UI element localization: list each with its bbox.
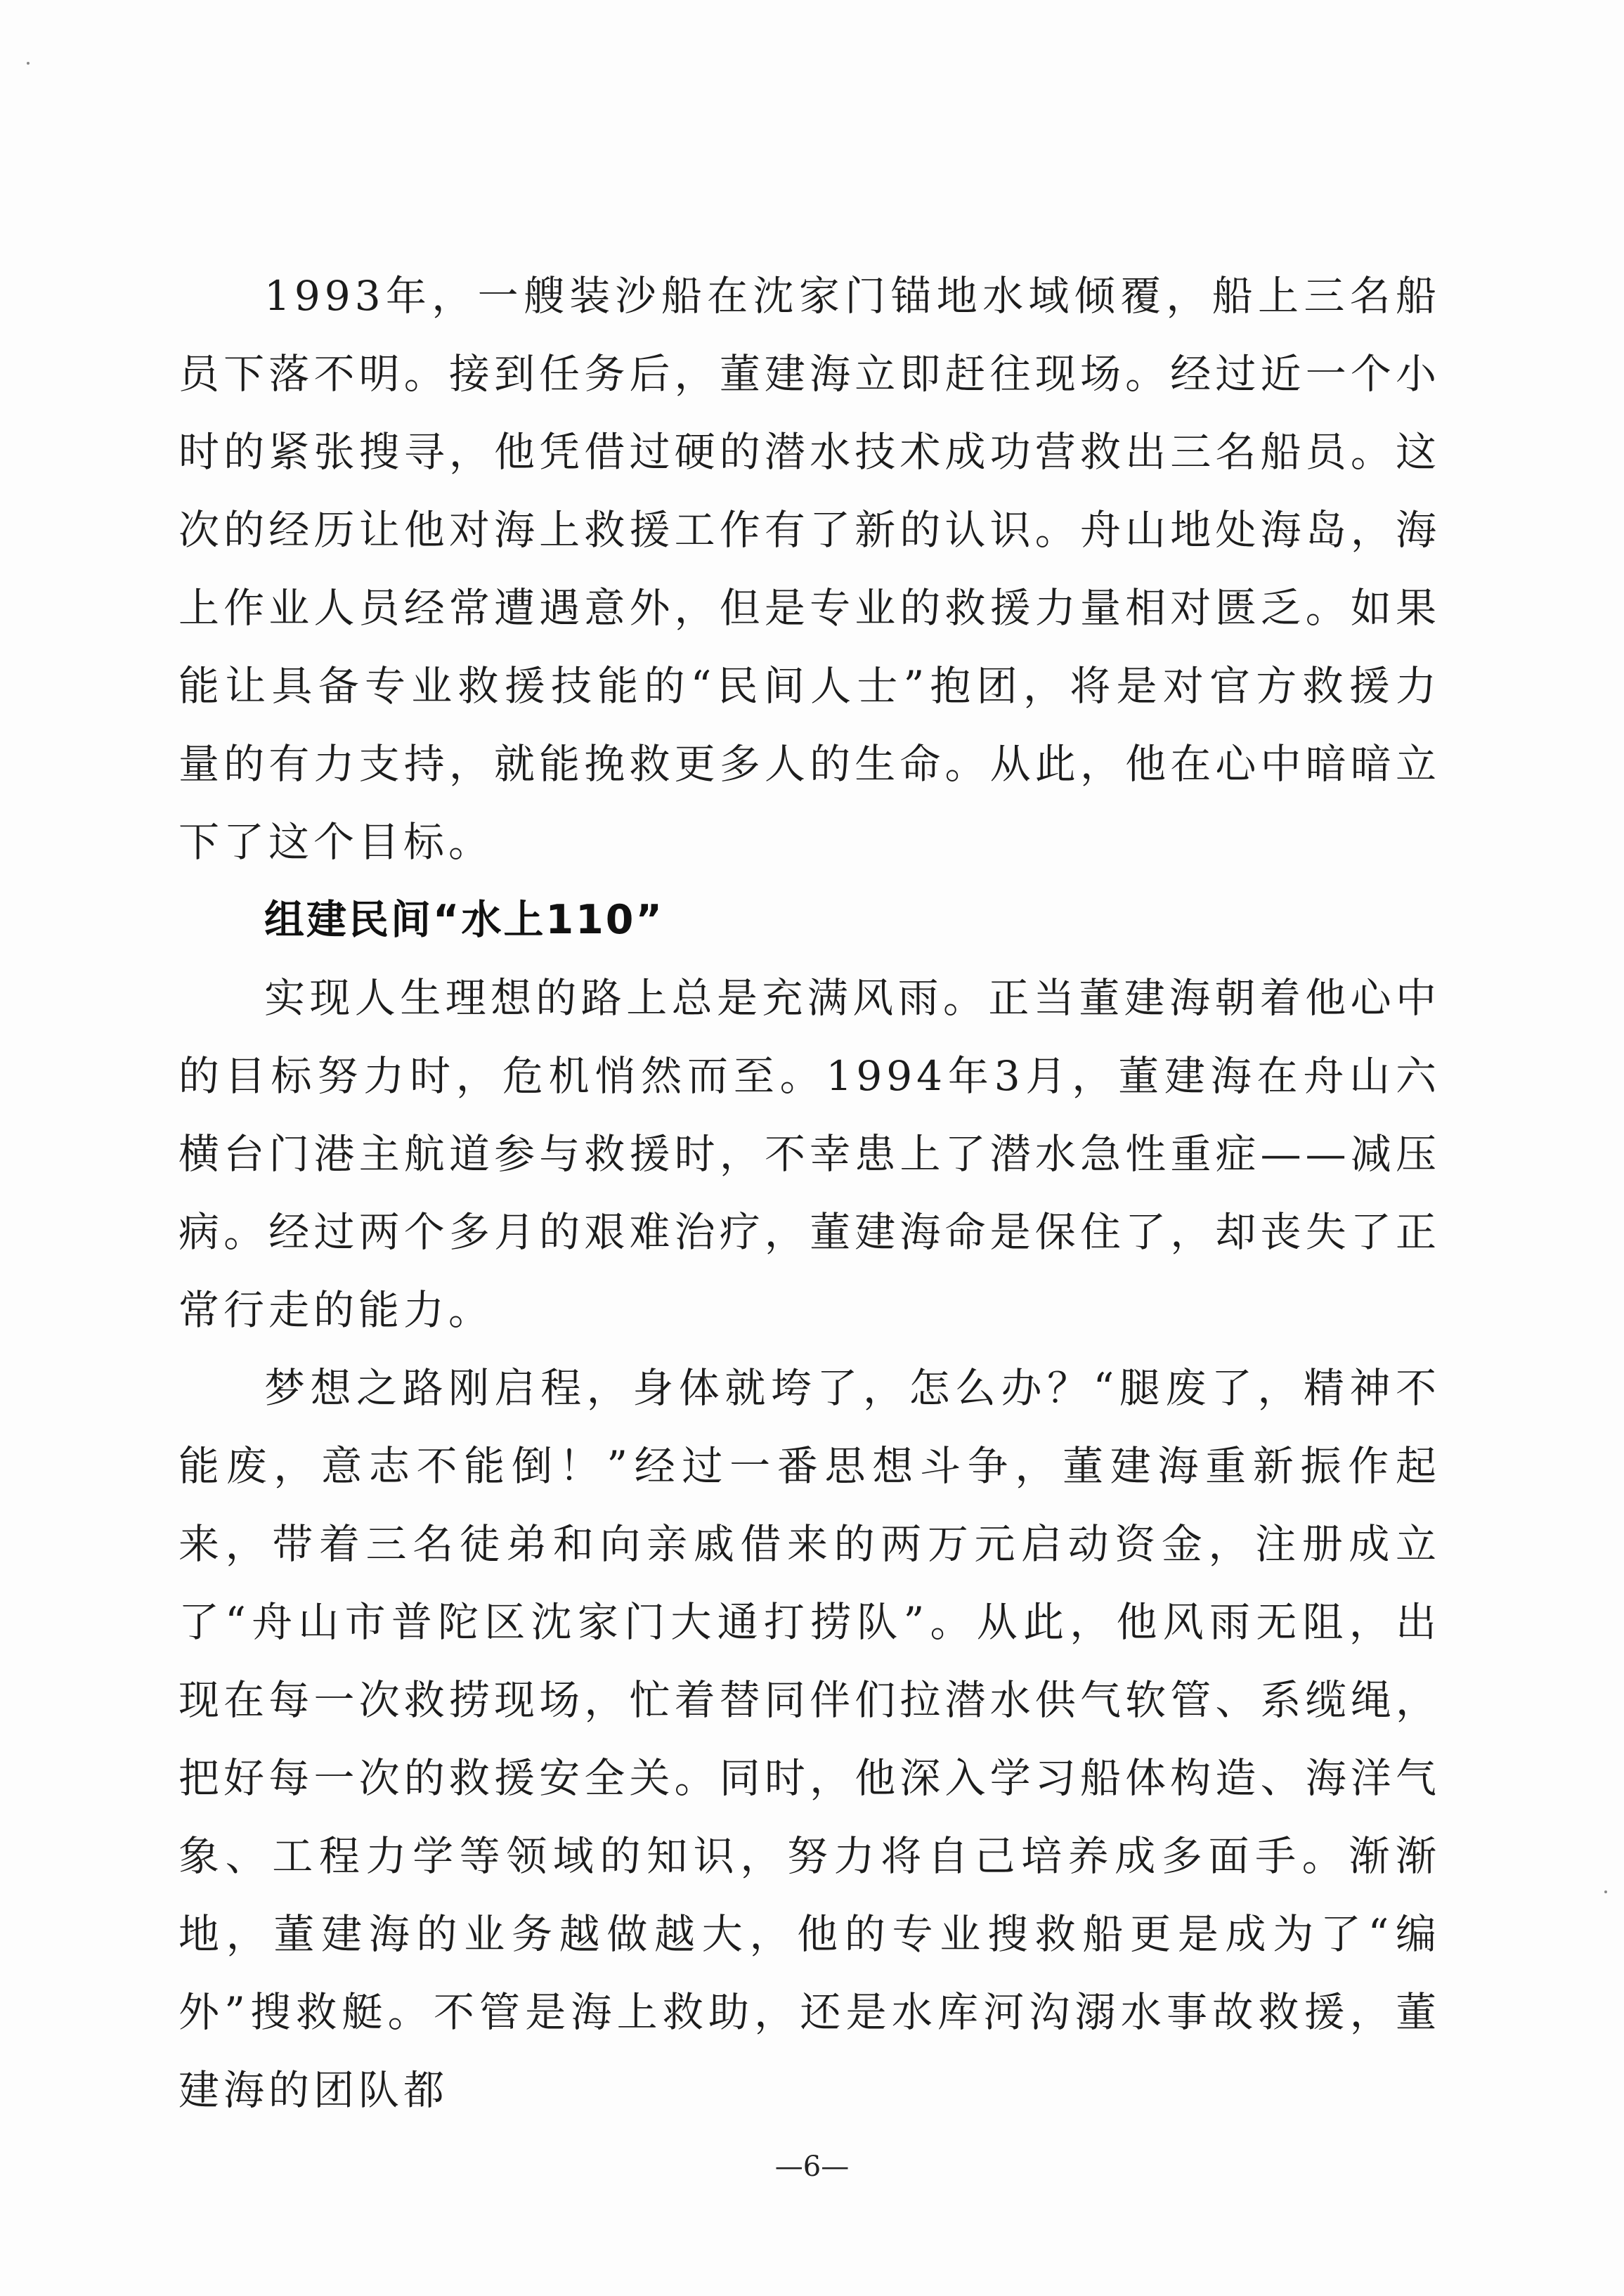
paragraph-3: 梦想之路刚启程，身体就垮了，怎么办？“腿废了，精神不能废，意志不能倒！”经过一番思想斗争，董建海重新振作起来，带着三名徒弟和向亲戚借来的两万元启动资金，注册成立了“舟山市普陀区沈家门大通打捞队”。从此，他风雨无阻，出现在每一次救捞现场，忙着替同伴们拉潜水供气软管、系缆绳，把好每一次的救援安全关。同时，他深入学习船体构造、海洋气象、工程力学等领域的知识，努力将自己培养成多面手。渐渐地，董建海的业务越做越大，他的专业搜救船更是成为了“编外”搜救艇。不管是海上救助，还是水库河沟溺水事故救援，董建海的团队都 (178, 1364, 1441, 2114)
scan-speck (1604, 1890, 1607, 1893)
page-number: —6— (774, 2151, 850, 2183)
scan-speck (27, 62, 30, 65)
paragraph-2: 实现人生理想的路上总是充满风雨。正当董建海朝着他心中的目标努力时，危机悄然而至。1994年3月，董建海在舟山六横台门港主航道参与救援时，不幸患上了潜水急性重症——减压病。经过两个多月的艰难治疗，董建海命是保住了，却丧失了正常行走的能力。 (178, 974, 1441, 1334)
paragraph-1: 1993年，一艘装沙船在沈家门锚地水域倾覆，船上三名船员下落不明。接到任务后，董建海立即赶往现场。经过近一个小时的紧张搜寻，他凭借过硬的潜水技术成功营救出三名船员。这次的经历让他对海上救援工作有了新的认识。舟山地处海岛，海上作业人员经常遭遇意外，但是专业的救援力量相对匮乏。如果能让具备专业救援技能的“民间人士”抱团，将是对官方救援力量的有力支持，就能挽救更多人的生命。从此，他在心中暗暗立下了这个目标。 (178, 272, 1441, 866)
document-body (178, 257, 1441, 2129)
section-heading: 组建民间“水上110” (264, 897, 664, 943)
